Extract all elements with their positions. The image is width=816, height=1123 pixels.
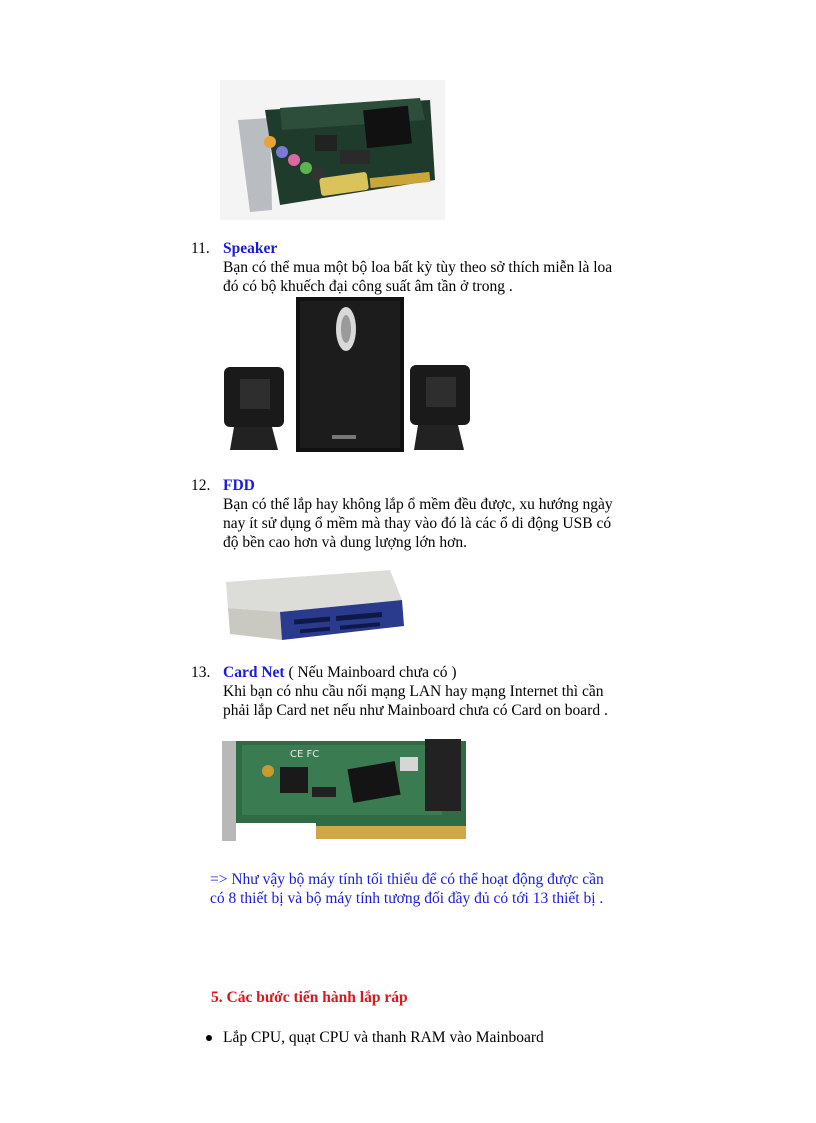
sound-card-image (220, 80, 445, 220)
conclusion-line: có 8 thiết bị và bộ máy tính tương đối đầy đủ có tới 13 thiết bị . (210, 890, 604, 907)
item-text-line: Khi bạn có nhu cầu nối mạng LAN hay mạng Internet thì cần (223, 683, 604, 700)
item-title-fdd: FDD (223, 477, 255, 494)
bullet-dot (206, 1035, 212, 1041)
item-text-line: phải lắp Card net nếu như Mainboard chưa có Card on board . (223, 702, 608, 719)
conclusion-line: => Như vậy bộ máy tính tối thiểu để có thể hoạt động được cần (210, 871, 604, 888)
item-heading-card-net (223, 663, 457, 682)
item-text-line: Bạn có thể mua một bộ loa bất kỳ tùy theo sở thích miễn là loa (223, 259, 613, 276)
item-text-line: nay ít sử dụng ổ mềm mà thay vào đó là các ổ di động USB có (223, 515, 612, 532)
item-number-13: 13. (191, 664, 211, 681)
item-title-speaker: Speaker (223, 240, 278, 257)
bullet-item: Lắp CPU, quạt CPU và thanh RAM vào Mainboard (223, 1029, 544, 1046)
item-title-suffix: ( Nếu Mainboard chưa có ) (284, 664, 457, 681)
item-number-11: 11. (191, 240, 210, 257)
item-text-line: Bạn có thể lắp hay không lắp ổ mềm đều được, xu hướng ngày (223, 496, 613, 513)
card-reader-image (220, 568, 405, 646)
speakers-image (220, 295, 478, 455)
item-number-12: 12. (191, 477, 211, 494)
network-card-image (220, 735, 470, 847)
item-text-line: độ bền cao hơn và dung lượng lớn hơn. (223, 534, 467, 551)
svg-text:CE FC: CE FC (290, 749, 320, 760)
item-text-line: đó có bộ khuếch đại công suất âm tần ở trong . (223, 278, 513, 295)
section-heading: 5. Các bước tiến hành lắp ráp (211, 989, 408, 1006)
item-title-card-net: Card Net (223, 664, 285, 681)
